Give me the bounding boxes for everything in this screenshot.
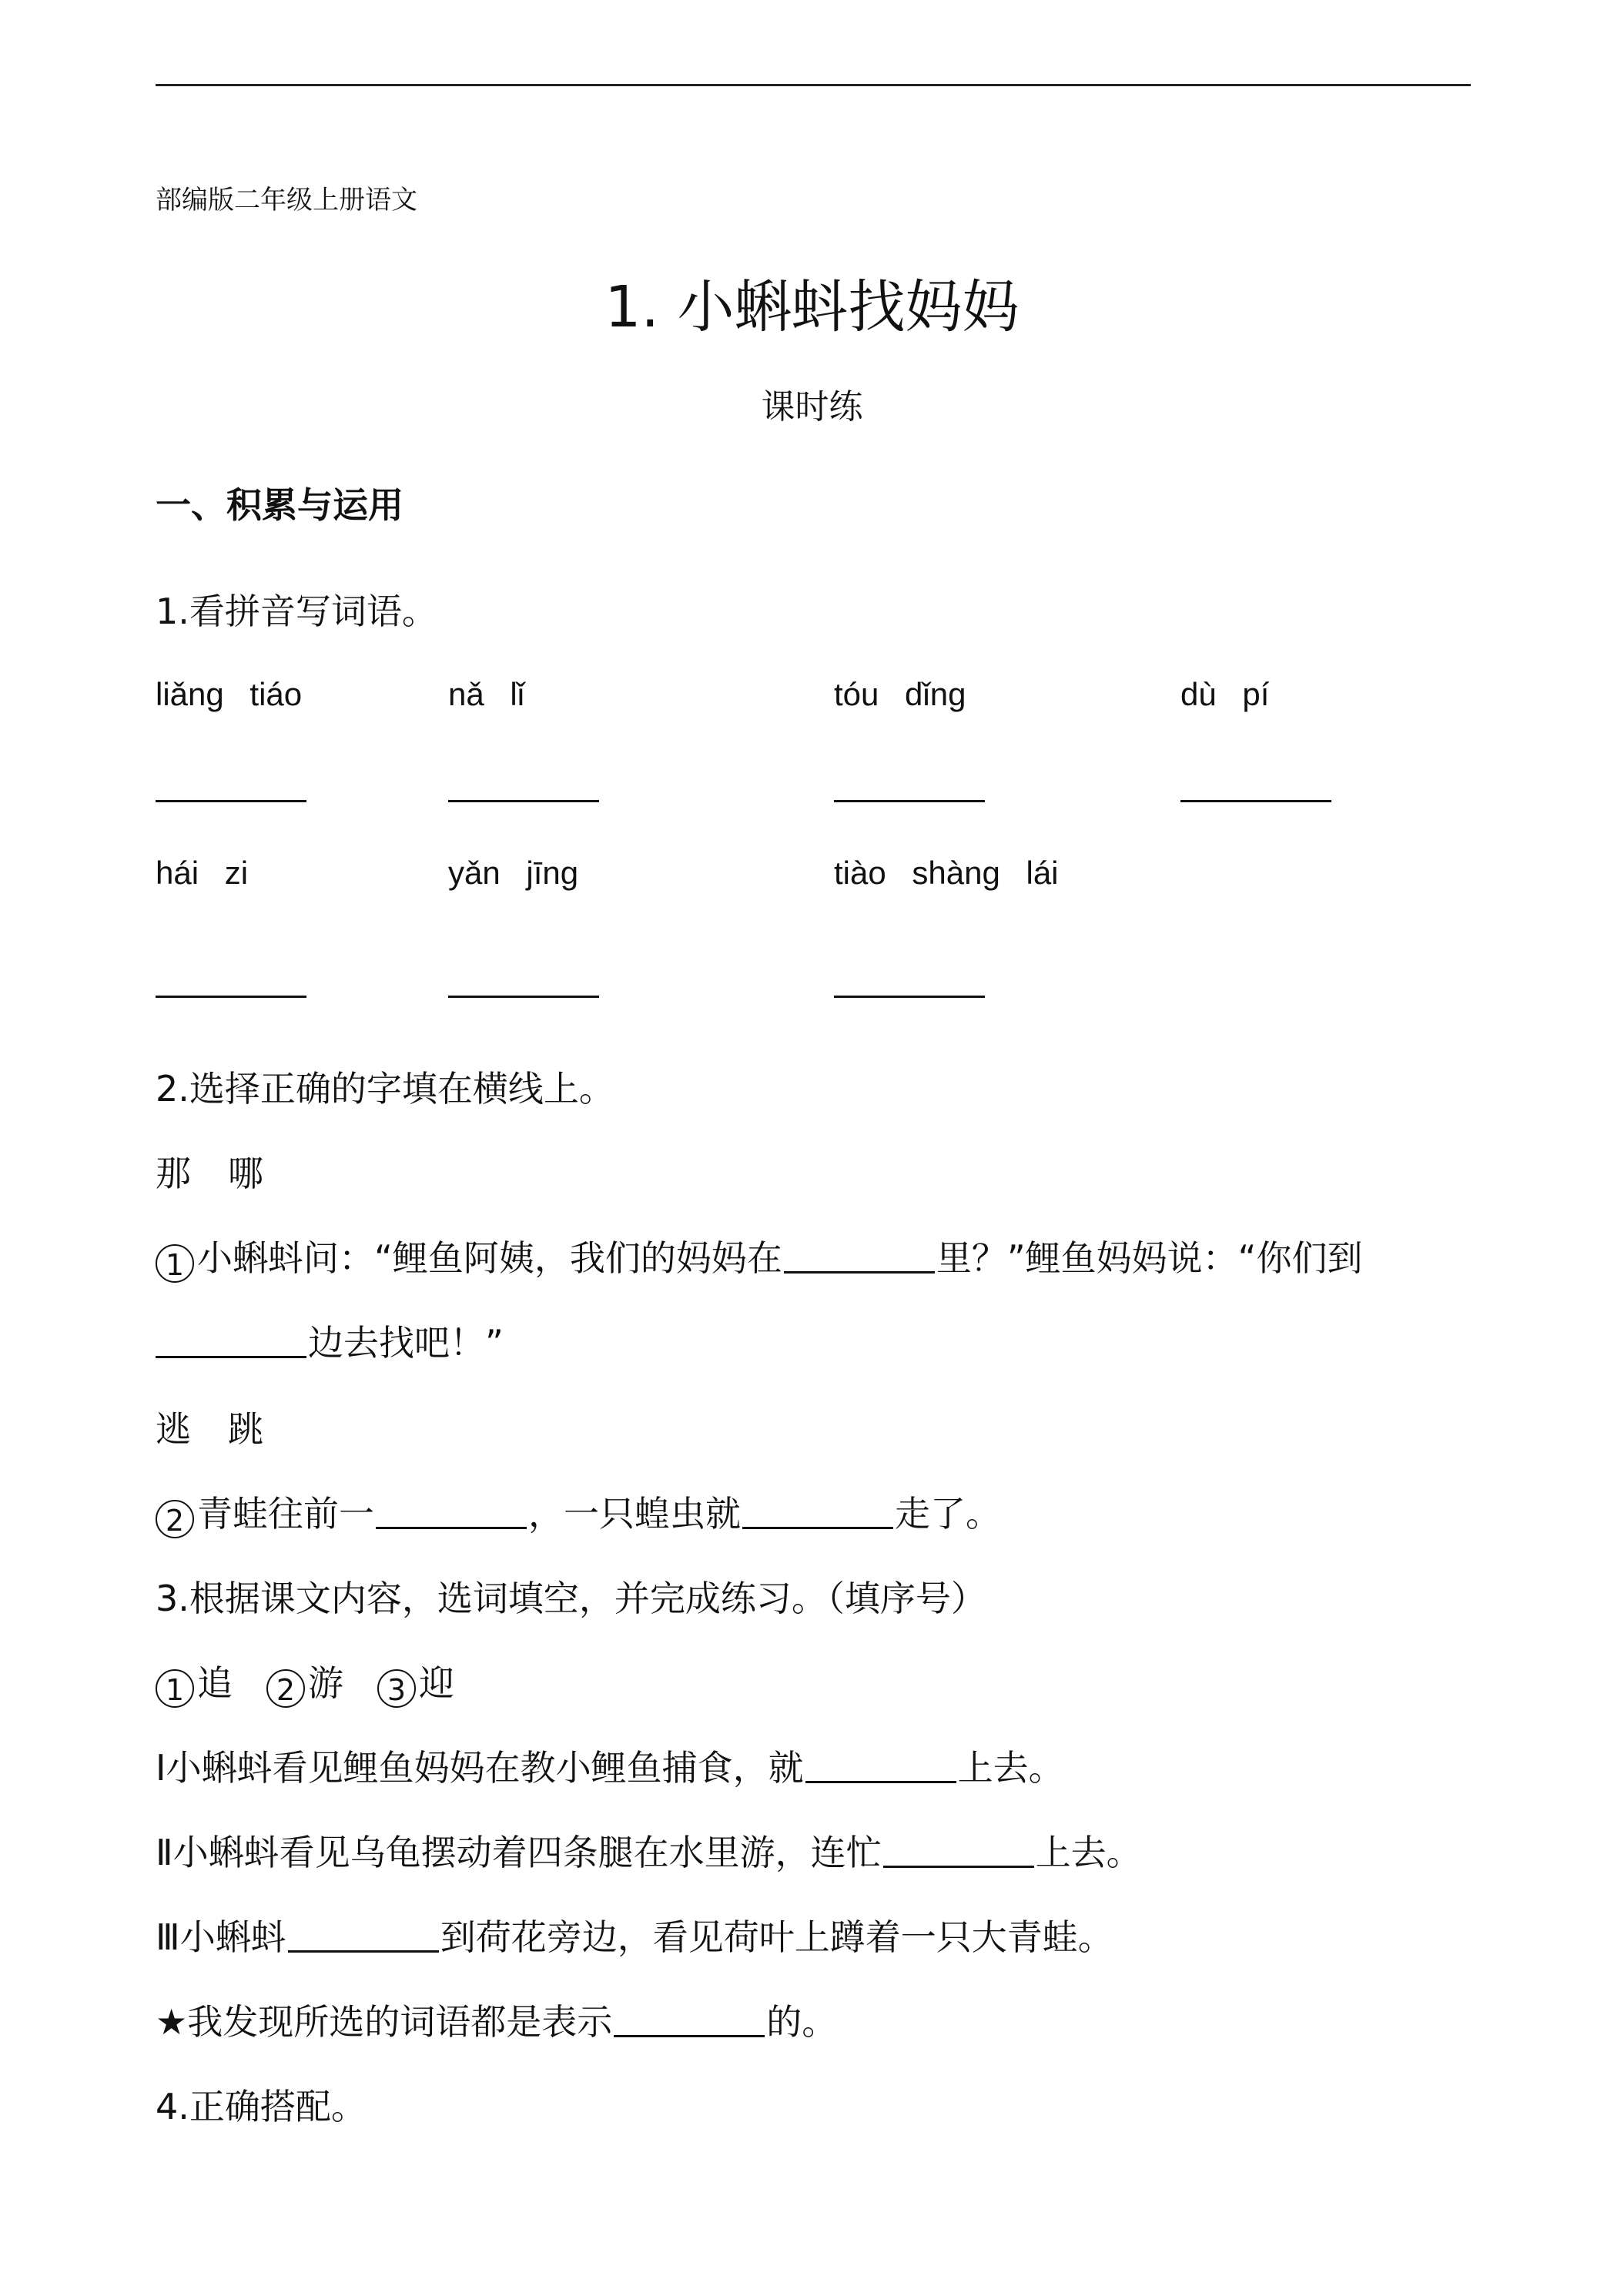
answer-blank[interactable] (1180, 800, 1331, 802)
question-4-title: 4.正确搭配。 (156, 2086, 367, 2127)
answer-blank[interactable] (784, 1271, 935, 1274)
fill-sentence-continued: 边去找吧！” (156, 1315, 504, 1366)
pinyin-item: dù pí (1180, 676, 1270, 712)
pinyin-item: liǎng tiáo (156, 676, 303, 712)
character-pair (156, 1146, 300, 1197)
circled-number: 2 (156, 1500, 194, 1538)
circled-number: 1 (156, 1244, 194, 1283)
character-option: 那 (156, 1153, 191, 1194)
pinyin-item: hái zi (156, 855, 249, 891)
fill-sentence: 2 青蛙往前一 ，一只蝗虫就 走了。 (156, 1486, 1001, 1538)
fill-sentence: ★我发现所选的词语都是表示 的。 (156, 2001, 838, 2043)
lesson-title: 1. 小蝌蚪找妈妈 (604, 274, 1020, 340)
question-1-title: 1.看拼音写词语。 (156, 591, 437, 632)
header-rule (156, 84, 1471, 86)
answer-blank[interactable] (448, 996, 599, 998)
pinyin-item: yǎn jīng (448, 855, 579, 891)
answer-blank[interactable] (834, 800, 985, 802)
answer-blank[interactable] (288, 1950, 439, 1953)
answer-blank[interactable] (742, 1527, 893, 1529)
pinyin-item: tiào shàng lái (834, 855, 1059, 891)
word-options (156, 1655, 488, 1708)
fill-sentence: Ⅰ小蝌蚪看见鲤鱼妈妈在教小鲤鱼捕食，就 上去。 (156, 1747, 1064, 1789)
answer-blank[interactable] (156, 800, 306, 802)
answer-blank[interactable] (614, 2035, 765, 2037)
answer-blank[interactable] (883, 1866, 1034, 1868)
pinyin-item: tóu dǐng (834, 676, 966, 712)
answer-blank[interactable] (805, 1781, 956, 1783)
circled-number: 2 (266, 1669, 305, 1708)
character-pair (156, 1401, 300, 1452)
circled-number: 1 (156, 1669, 194, 1708)
circled-number: 3 (377, 1669, 416, 1708)
answer-blank[interactable] (156, 1356, 306, 1358)
question-3-title: 3.根据课文内容，选词填空，并完成练习。（填序号） (156, 1578, 986, 1619)
pinyin-item: nǎ lǐ (448, 676, 525, 712)
fill-sentence: 1 小蝌蚪问：“鲤鱼阿姨，我们的妈妈在 里？”鲤鱼妈妈说：“你们到 (156, 1230, 1363, 1283)
answer-blank[interactable] (834, 996, 985, 998)
word-option: 3 迎 (377, 1655, 454, 1708)
word-option: 1 追 (156, 1655, 233, 1708)
question-2-title: 2.选择正确的字填在横线上。 (156, 1068, 614, 1110)
textbook-label: 部编版二年级上册语文 (156, 185, 417, 216)
word-option: 2 游 (266, 1655, 343, 1708)
fill-sentence: Ⅱ小蝌蚪看见乌龟摆动着四条腿在水里游，连忙 上去。 (156, 1832, 1142, 1873)
character-option: 跳 (228, 1408, 263, 1450)
answer-blank[interactable] (156, 996, 306, 998)
fill-sentence: Ⅲ小蝌蚪 到荷花旁边，看见荷叶上蹲着一只大青蛙。 (156, 1916, 1113, 1958)
section-heading: 一、积累与运用 (156, 484, 403, 526)
answer-blank[interactable] (376, 1527, 527, 1529)
character-option: 哪 (228, 1153, 263, 1194)
character-option: 逃 (156, 1408, 191, 1450)
lesson-subtitle: 课时练 (761, 387, 863, 427)
answer-blank[interactable] (448, 800, 599, 802)
